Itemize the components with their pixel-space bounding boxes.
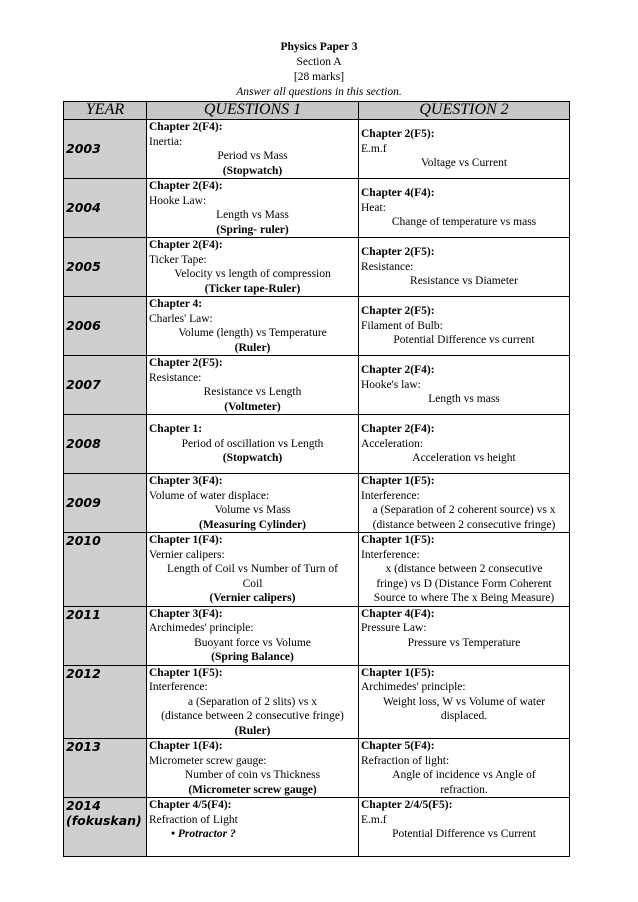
- year-label: 2004: [66, 199, 101, 215]
- cell-line: (Vernier calipers): [209, 592, 296, 604]
- cell-line: Refraction of Light: [149, 813, 238, 826]
- question-1-cell: [147, 415, 359, 474]
- year-label: 2003: [66, 140, 101, 156]
- year-label: 2010: [66, 533, 101, 548]
- cell-line: Chapter 1(F4):: [149, 534, 223, 546]
- cell-line: (distance between 2 consecutive fringe): [372, 518, 556, 531]
- cell-line: Period of oscillation vs Length: [181, 437, 324, 450]
- cell-line: Pressure Law:: [361, 622, 427, 634]
- cell-line: Chapter 2(F5):: [361, 246, 435, 259]
- year-label: 2006: [66, 317, 101, 333]
- year-label: 2013: [66, 739, 101, 754]
- question-1-cell: [147, 739, 359, 798]
- table-row: [64, 238, 570, 297]
- cell-line: Chapter 4(F4):: [361, 187, 435, 200]
- cell-line: Interference:: [361, 489, 420, 502]
- cell-line: fringe) vs D (Distance Form Coherent: [376, 577, 552, 590]
- cell-line: Resistance:: [149, 371, 202, 384]
- cell-line: (Measuring Cylinder): [198, 518, 306, 531]
- cell-line: Acceleration vs height: [412, 452, 516, 465]
- cell-line: Resistance vs Length: [203, 386, 302, 398]
- question-1-cell: [147, 474, 359, 533]
- year-label: 2011: [66, 606, 101, 622]
- cell-line: Buoyant force vs Volume: [194, 636, 311, 649]
- cell-line: Acceleration:: [361, 437, 423, 450]
- cell-line: Potential Difference vs Current: [392, 828, 536, 840]
- table-row: [64, 179, 570, 238]
- cell-line: • Protractor ?: [171, 828, 236, 840]
- cell-line: Velocity vs length of compression: [174, 268, 331, 280]
- cell-line: (Stopwatch): [222, 452, 283, 465]
- cell-line: Chapter 1(F4):: [149, 740, 223, 752]
- cell-line: E.m.f: [361, 142, 387, 155]
- question-2-cell: [359, 739, 570, 798]
- cell-line: Charles' Law:: [149, 312, 213, 325]
- question-2-cell: [359, 606, 570, 665]
- paper-title: Physics Paper 3: [280, 41, 358, 53]
- cell-line: E.m.f: [361, 813, 387, 826]
- question-1-cell: [147, 798, 359, 857]
- cell-line: Chapter 1(F5):: [361, 534, 435, 546]
- cell-line: Length vs mass: [428, 393, 500, 406]
- table-row: [64, 739, 570, 798]
- cell-line: a (Separation of 2 coherent source) vs x: [372, 504, 556, 516]
- year-cell: [64, 474, 147, 533]
- question-2-cell: [359, 238, 570, 297]
- table-row: [64, 665, 570, 739]
- cell-line: Resistance vs Diameter: [410, 275, 518, 288]
- cell-line: Chapter 1(F5):: [361, 666, 435, 679]
- year-cell: [64, 415, 147, 474]
- year-label: 2012: [66, 665, 101, 681]
- cell-line: Weight loss, W vs Volume of water: [382, 695, 546, 708]
- table-row: [64, 533, 570, 607]
- cell-line: Chapter 2(F4):: [361, 364, 435, 377]
- cell-line: Archimedes' principle:: [149, 622, 254, 634]
- year-cell: [64, 798, 147, 857]
- cell-line: Coil: [242, 577, 263, 590]
- question-2-cell: [359, 356, 570, 415]
- cell-line: (Ticker tape-Ruler): [204, 282, 301, 295]
- year-cell: [64, 120, 147, 179]
- table-row: [64, 474, 570, 533]
- question-2-cell: [359, 415, 570, 474]
- year-cell: [64, 179, 147, 238]
- cell-line: Volume (length) vs Temperature: [178, 327, 327, 339]
- question-2-cell: [359, 533, 570, 607]
- table-row: [64, 798, 570, 857]
- question-1-cell: [147, 665, 359, 739]
- cell-line: Source to where The x Being Measure): [373, 592, 555, 604]
- table-row: [64, 120, 570, 179]
- cell-line: Chapter 4:: [149, 298, 203, 310]
- cell-line: Hooke Law:: [149, 194, 207, 207]
- cell-line: Interference:: [149, 681, 208, 693]
- cell-line: (Micrometer screw gauge): [188, 783, 317, 796]
- cell-line: Chapter 5(F4):: [361, 740, 435, 752]
- question-1-cell: [147, 179, 359, 238]
- year-cell: [64, 606, 147, 665]
- cell-line: Refraction of light:: [361, 754, 450, 767]
- cell-line: Period vs Mass: [217, 150, 288, 162]
- cell-line: (Ruler): [234, 341, 271, 354]
- cell-line: Filament of Bulb:: [361, 319, 443, 332]
- cell-line: Chapter 2(F4):: [149, 180, 223, 192]
- cell-line: Volume of water displace:: [149, 489, 270, 502]
- cell-line: Chapter 4(F4):: [361, 607, 435, 620]
- year-cell: [64, 297, 147, 356]
- table-row: [64, 356, 570, 415]
- question-2-cell: [359, 474, 570, 533]
- cell-line: Potential Difference vs current: [393, 334, 535, 347]
- cell-line: Chapter 2(F5):: [149, 357, 223, 369]
- table-header-row: [64, 102, 570, 120]
- cell-line: Chapter 2(F4):: [149, 239, 223, 251]
- cell-line: Pressure vs Temperature: [407, 636, 521, 649]
- cell-line: Length of Coil vs Number of Turn of: [167, 563, 338, 575]
- cell-line: (Stopwatch): [222, 164, 283, 177]
- cell-line: Vernier calipers:: [149, 548, 225, 561]
- cell-line: Interference:: [361, 548, 420, 561]
- question-1-cell: [147, 533, 359, 607]
- cell-line: (Spring- ruler): [216, 223, 289, 236]
- column-header-year: YEAR: [64, 102, 147, 120]
- cell-line: (Ruler): [234, 724, 271, 737]
- cell-line: Archimedes' principle:: [361, 681, 466, 693]
- cell-line: Chapter 1(F5):: [361, 475, 435, 487]
- cell-line: Voltage vs Current: [420, 157, 508, 170]
- cell-line: Chapter 2/4/5(F5):: [361, 799, 453, 811]
- cell-line: Change of temperature vs mass: [391, 216, 537, 229]
- cell-line: a (Separation of 2 slits) vs x: [187, 695, 318, 708]
- table-body: [64, 120, 570, 857]
- table-row: [64, 415, 570, 474]
- cell-line: Chapter 4/5(F4):: [149, 799, 232, 811]
- year-label: 2008: [66, 435, 101, 451]
- year-label: (fokuskan): [66, 812, 142, 828]
- question-2-cell: [359, 798, 570, 857]
- cell-line: displaced.: [440, 710, 488, 722]
- cell-line: refraction.: [440, 783, 488, 796]
- year-label: 2007: [66, 376, 101, 392]
- cell-line: Resistance:: [361, 260, 414, 273]
- question-1-cell: [147, 297, 359, 356]
- column-header-question-2: QUESTION 2: [359, 102, 570, 120]
- cell-line: Micrometer screw gauge:: [149, 754, 267, 767]
- cell-line: Chapter 2(F5):: [361, 128, 435, 141]
- question-1-cell: [147, 606, 359, 665]
- marks-label: [28 marks]: [293, 71, 345, 83]
- cell-line: Chapter 2(F4):: [149, 121, 223, 133]
- table-row: [64, 297, 570, 356]
- cell-line: Hooke's law:: [361, 378, 421, 391]
- cell-line: Chapter 3(F4):: [149, 607, 223, 620]
- question-2-cell: [359, 665, 570, 739]
- cell-line: Chapter 2(F4):: [361, 423, 435, 436]
- cell-line: (Spring Balance): [211, 651, 294, 663]
- cell-line: Number of coin vs Thickness: [184, 769, 321, 781]
- question-1-cell: [147, 356, 359, 415]
- cell-line: x (distance between 2 consecutive: [385, 563, 543, 575]
- cell-line: (Voltmeter): [224, 400, 281, 413]
- cell-line: Chapter 1:: [149, 423, 203, 436]
- cell-line: Volume vs Mass: [214, 504, 291, 516]
- instruction-text: Answer all questions in this section.: [236, 86, 402, 98]
- year-label: 2005: [66, 258, 101, 274]
- cell-line: Heat:: [361, 201, 386, 214]
- section-label: Section A: [296, 56, 342, 68]
- question-1-cell: [147, 120, 359, 179]
- cell-line: Chapter 1(F5):: [149, 666, 223, 679]
- year-label: 2009: [66, 494, 101, 510]
- question-2-cell: [359, 179, 570, 238]
- question-2-cell: [359, 120, 570, 179]
- year-cell: [64, 238, 147, 297]
- question-2-cell: [359, 297, 570, 356]
- year-cell: [64, 739, 147, 798]
- cell-line: Ticker Tape:: [149, 253, 207, 266]
- cell-line: (distance between 2 consecutive fringe): [161, 710, 344, 722]
- cell-line: Angle of incidence vs Angle of: [392, 769, 536, 781]
- year-cell: [64, 533, 147, 607]
- year-cell: [64, 665, 147, 739]
- column-header-question-1: QUESTIONS 1: [147, 102, 359, 120]
- cell-line: Inertia:: [149, 135, 183, 148]
- cell-line: Chapter 3(F4):: [149, 475, 223, 487]
- year-label: 2014: [66, 798, 101, 813]
- cell-line: Length vs Mass: [216, 209, 289, 221]
- question-table: [63, 101, 570, 857]
- question-1-cell: [147, 238, 359, 297]
- table-row: [64, 606, 570, 665]
- year-cell: [64, 356, 147, 415]
- cell-line: Chapter 2(F5):: [361, 305, 435, 318]
